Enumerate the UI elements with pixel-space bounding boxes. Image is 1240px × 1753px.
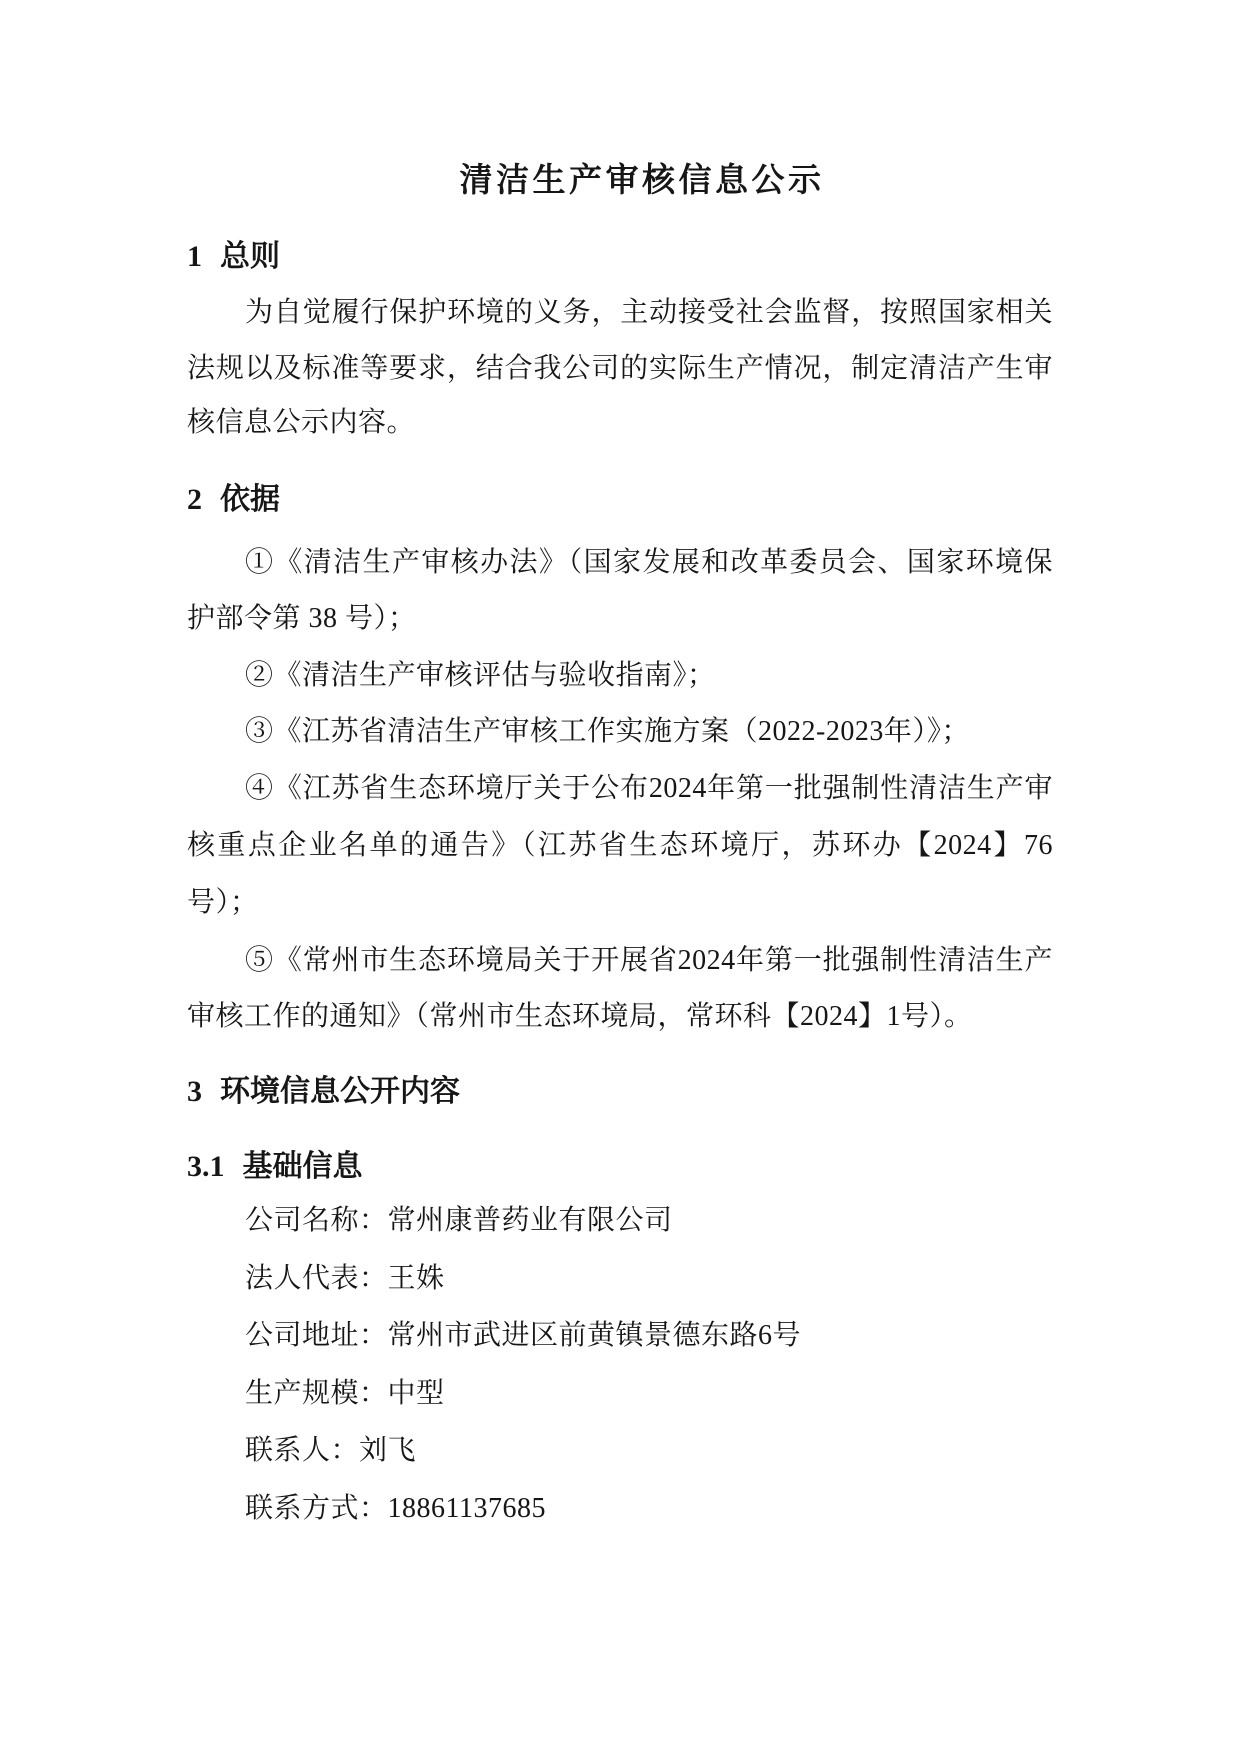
list-item-5-line: 审核工作的通知》（常州市生态环境局，常环科【2024】1号）。 [187, 1001, 973, 1032]
field-production-scale [245, 1376, 1053, 1412]
section-3-number: 3 [187, 1075, 202, 1108]
list-item-3-line: ③《江苏省清洁生产审核工作实施方案（2022-2023年）》； [245, 716, 970, 747]
field-contact-phone [245, 1491, 1053, 1527]
list-item-4-line: 核重点企业名单的通告》（江苏省生态环境厅，苏环办【2024】76 [187, 830, 1053, 861]
paragraph-line: 法规以及标准等要求，结合我公司的实际生产情况，制定清洁产生审 [187, 353, 1053, 384]
section-1-title: 总则 [220, 240, 280, 273]
paragraph-line: 核信息公示内容。 [187, 407, 416, 438]
document-title: 清洁生产审核信息公示 [459, 163, 825, 199]
field-value: 王姝 [387, 1263, 445, 1294]
field-contact-person [245, 1433, 1053, 1469]
section-3-1-heading [187, 1148, 1053, 1186]
field-label: 公司地址： [245, 1320, 388, 1351]
paragraph-line: 为自觉履行保护环境的义务，主动接受社会监督，按照国家相关 [245, 297, 1053, 328]
section-3-title: 环境信息公开内容 [220, 1075, 460, 1108]
list-item-2-line: ②《清洁生产审核评估与验收指南》； [245, 660, 716, 691]
field-legal-representative [245, 1261, 1053, 1297]
field-value: 常州市武进区前黄镇景德东路6号 [387, 1320, 802, 1351]
list-item-4-line: 号）； [187, 887, 259, 918]
field-value: 18861137685 [387, 1493, 546, 1524]
list-item-4-line: ④《江苏省生态环境厅关于公布2024年第一批强制性清洁生产审 [245, 773, 1053, 804]
section-3-1-number: 3.1 [187, 1150, 225, 1183]
list-item-5-line: ⑤《常州市生态环境局关于开展省2024年第一批强制性清洁生产 [245, 945, 1053, 976]
section-3-heading [187, 1073, 1053, 1111]
field-value: 常州康普药业有限公司 [387, 1205, 673, 1236]
field-company-address [245, 1318, 1053, 1354]
list-item-1-line: 护部令第 38 号）； [187, 603, 417, 634]
field-label: 联系方式： [245, 1493, 388, 1524]
field-label: 联系人： [245, 1435, 360, 1466]
section-2-title: 依据 [220, 483, 280, 516]
field-label: 法人代表： [245, 1263, 388, 1294]
section-1-heading [187, 238, 1053, 276]
list-item-1-line: ①《清洁生产审核办法》（国家发展和改革委员会、国家环境保 [245, 547, 1053, 578]
field-label: 公司名称： [245, 1205, 388, 1236]
field-value: 刘飞 [359, 1435, 417, 1466]
field-label: 生产规模： [245, 1378, 388, 1409]
field-value: 中型 [387, 1378, 445, 1409]
section-2-heading [187, 481, 1053, 519]
section-2-number: 2 [187, 483, 202, 516]
section-3-1-title: 基础信息 [242, 1150, 363, 1183]
field-company-name [245, 1203, 1053, 1239]
section-1-number: 1 [187, 240, 202, 273]
